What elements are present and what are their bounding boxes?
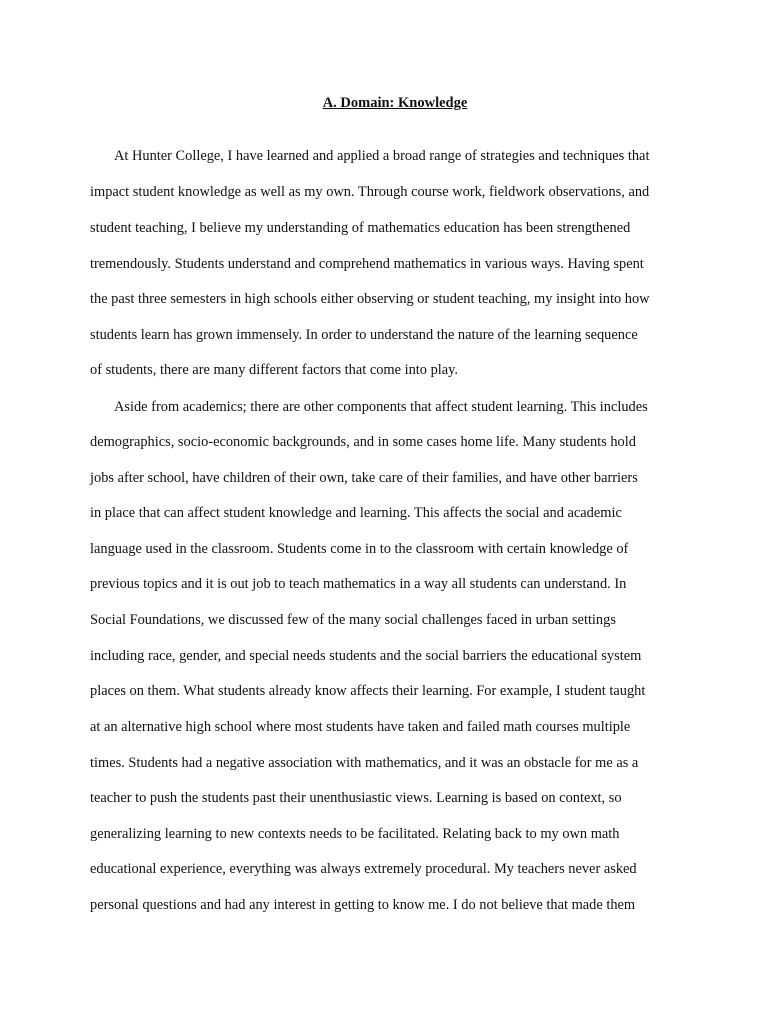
paragraph-1-line-5: the past three semesters in high schools either observing or student teaching, my insight into how bbox=[90, 291, 650, 307]
paragraph-2-line-1: Aside from academics; there are other components that affect student learning. This includes bbox=[114, 399, 648, 415]
paragraph-2-line-10: at an alternative high school where most students have taken and failed math courses multiple bbox=[90, 719, 631, 735]
paragraph-2-line-5: language used in the classroom. Students come in to the classroom with certain knowledge of bbox=[90, 541, 629, 557]
paragraph-2-line-8: including race, gender, and special needs students and the social barriers the educational system bbox=[90, 648, 642, 664]
paragraph-2-line-15: personal questions and had any interest in getting to know me. I do not believe that made them bbox=[90, 897, 636, 913]
paragraph-2-line-7: Social Foundations, we discussed few of the many social challenges faced in urban settings bbox=[90, 612, 616, 628]
paragraph-2-line-4: in place that can affect student knowledge and learning. This affects the social and academic bbox=[90, 505, 622, 521]
paragraph-2-line-3: jobs after school, have children of their own, take care of their families, and have other barriers bbox=[90, 470, 638, 486]
paragraph-2-line-13: generalizing learning to new contexts needs to be facilitated. Relating back to my own math bbox=[90, 826, 620, 842]
paragraph-1-line-2: impact student knowledge as well as my own. Through course work, fieldwork observations, and bbox=[90, 184, 650, 200]
paragraph-2-line-2: demographics, socio-economic backgrounds, and in some cases home life. Many students hold bbox=[90, 434, 636, 450]
paragraph-1-line-6: students learn has grown immensely. In order to understand the nature of the learning sequence bbox=[90, 327, 638, 343]
paragraph-2-line-9: places on them. What students already know affects their learning. For example, I student taught bbox=[90, 683, 646, 699]
paragraph-1-line-7: of students, there are many different factors that come into play. bbox=[90, 362, 459, 378]
paragraph-2-line-14: educational experience, everything was always extremely procedural. My teachers never asked bbox=[90, 861, 637, 877]
paragraph-1-line-4: tremendously. Students understand and comprehend mathematics in various ways. Having spent bbox=[90, 256, 644, 272]
section-heading: A. Domain: Knowledge bbox=[322, 95, 468, 111]
paragraph-2-line-12: teacher to push the students past their unenthusiastic views. Learning is based on context, so bbox=[90, 790, 622, 806]
paragraph-2-line-11: times. Students had a negative association with mathematics, and it was an obstacle for me as a bbox=[90, 755, 639, 771]
paragraph-1-line-1: At Hunter College, I have learned and applied a broad range of strategies and techniques that bbox=[114, 148, 650, 164]
paragraph-1-line-3: student teaching, I believe my understanding of mathematics education has been strengthened bbox=[90, 220, 631, 236]
paragraph-2-line-6: previous topics and it is out job to teach mathematics in a way all students can understand. In bbox=[90, 576, 627, 592]
